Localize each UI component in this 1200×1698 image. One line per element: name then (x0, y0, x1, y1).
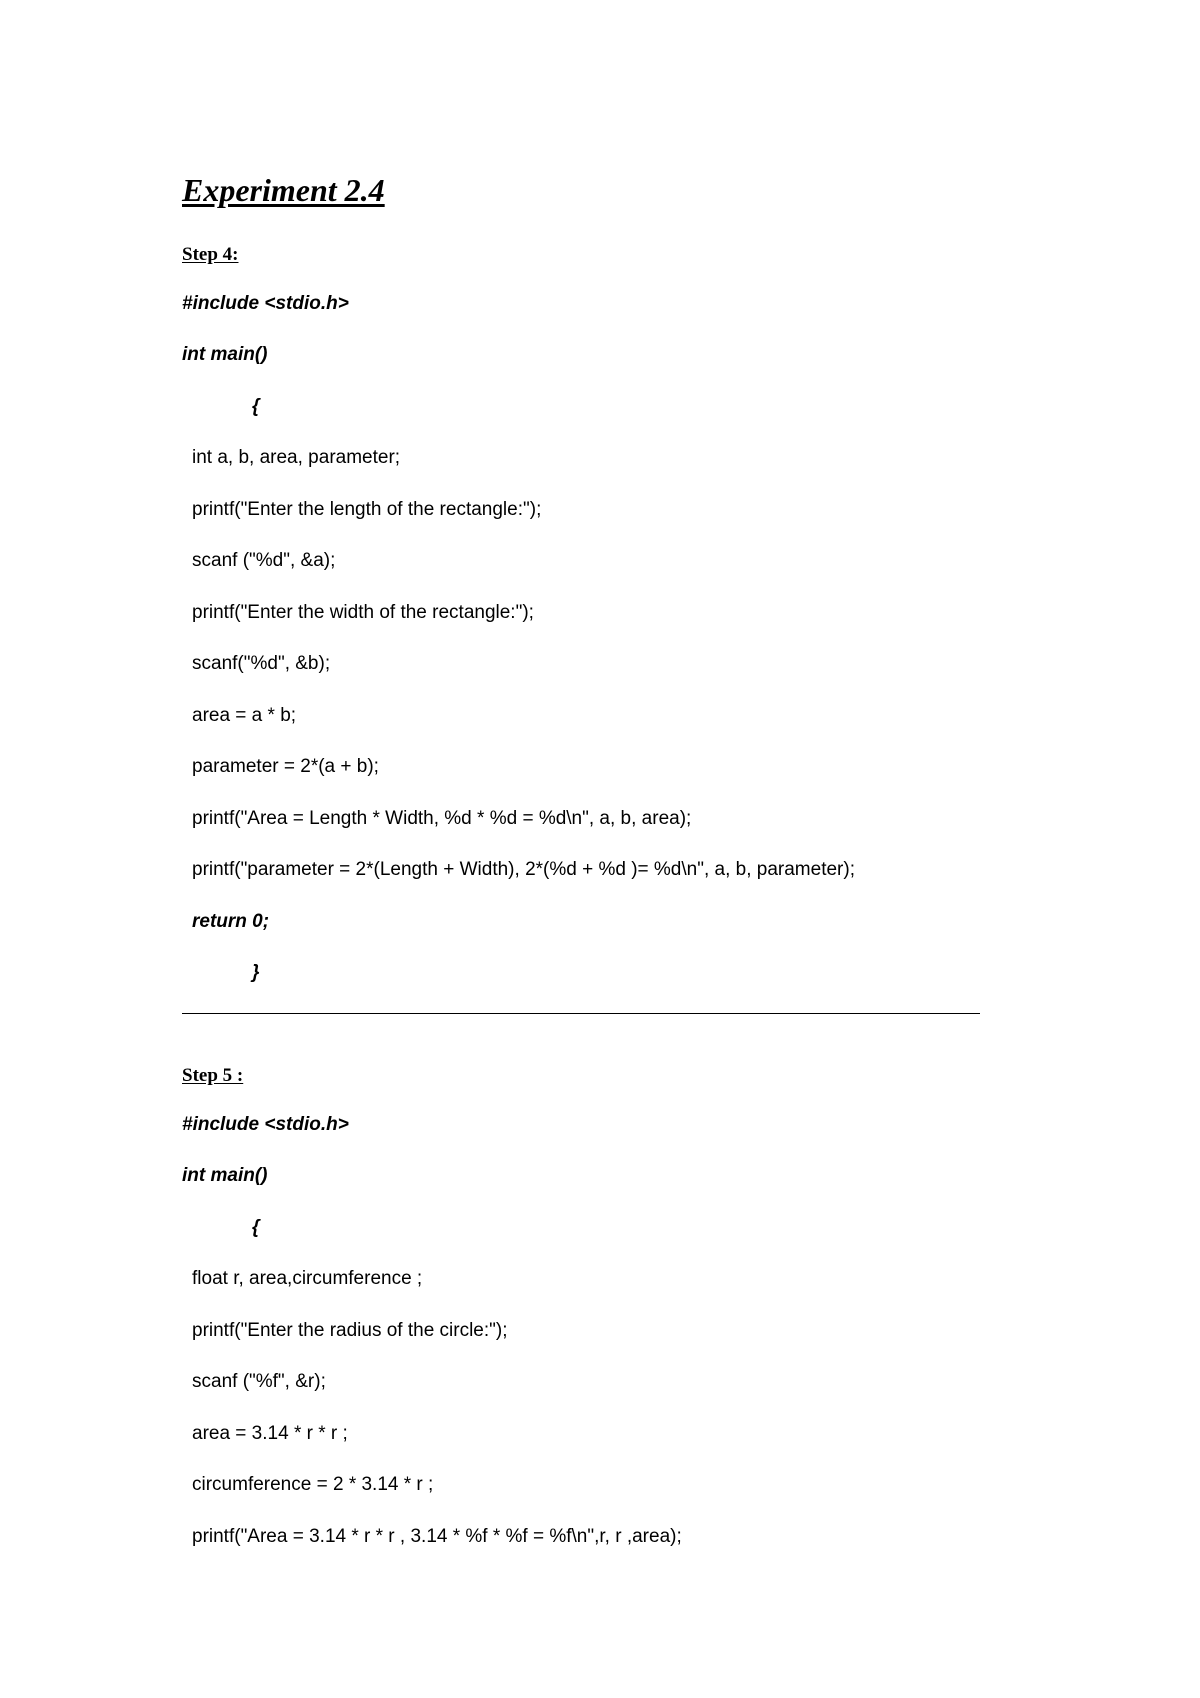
step-5-main-signature: int main() (182, 1165, 268, 1186)
step-5-code-line-1: float r, area,circumference ; (192, 1268, 423, 1289)
step-5-code-line-2: printf("Enter the radius of the circle:"); (192, 1320, 508, 1341)
step-4-code-line-3: scanf ("%d", &a); (192, 550, 336, 571)
step-4-code-line-9: printf("parameter = 2*(Length + Width), 2*(%d + %d )= %d\n", a, b, parameter); (192, 859, 855, 880)
step-5-code-line-6: printf("Area = 3.14 * r * r , 3.14 * %f * %f = %f\n",r, r ,area); (192, 1526, 682, 1547)
step-4-code-line-5: scanf("%d", &b); (192, 653, 331, 674)
step-4-code-line-2: printf("Enter the length of the rectangle:"); (192, 499, 542, 520)
step-4-include-line: #include <stdio.h> (182, 293, 349, 314)
step-4-code-line-8: printf("Area = Length * Width, %d * %d = %d\n", a, b, area); (192, 808, 692, 829)
section-divider (182, 1013, 980, 1014)
step-4-return-statement: return 0; (192, 911, 270, 932)
step-4-heading: Step 4: (182, 244, 239, 265)
step-4-close-brace: } (252, 962, 260, 983)
step-5-include-line: #include <stdio.h> (182, 1114, 349, 1135)
step-4-code-line-4: printf("Enter the width of the rectangle:"); (192, 602, 534, 623)
step-4-code-line-1: int a, b, area, parameter; (192, 447, 401, 468)
step-4-code-line-6: area = a * b; (192, 705, 297, 726)
step-5-code-line-3: scanf ("%f", &r); (192, 1371, 326, 1392)
step-5-heading: Step 5 : (182, 1065, 244, 1086)
step-4-main-signature: int main() (182, 344, 268, 365)
document-title: Experiment 2.4 (182, 172, 385, 208)
step-5-open-brace: { (252, 1217, 260, 1238)
step-5-code-line-5: circumference = 2 * 3.14 * r ; (192, 1474, 434, 1495)
step-4-code-line-7: parameter = 2*(a + b); (192, 756, 379, 777)
step-4-open-brace: { (252, 396, 260, 417)
step-5-code-line-4: area = 3.14 * r * r ; (192, 1423, 348, 1444)
